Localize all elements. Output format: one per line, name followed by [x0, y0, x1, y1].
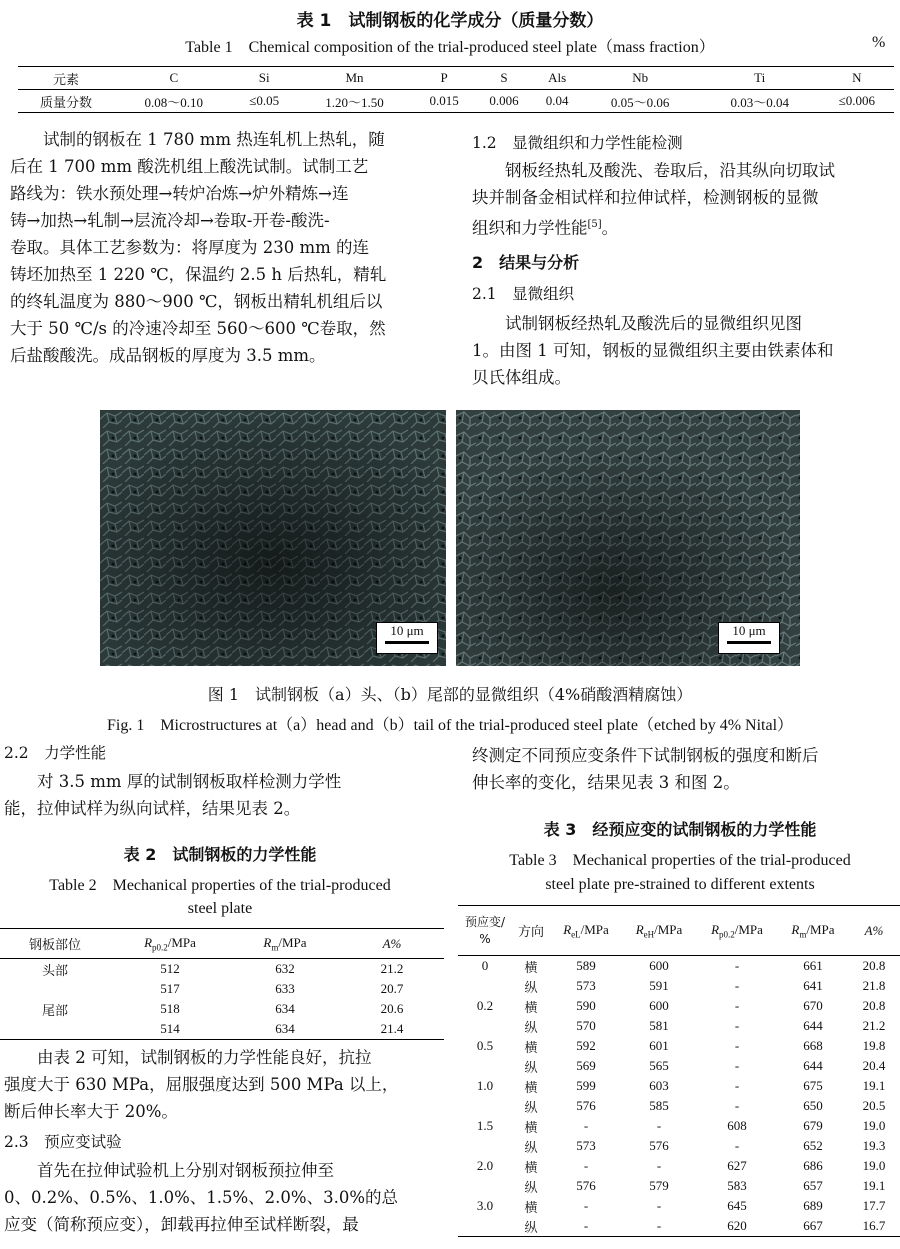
table3-cell: 627	[727, 1158, 747, 1173]
table-row	[458, 1196, 900, 1216]
table3-cell: -	[734, 958, 740, 973]
table3-cell: 601	[649, 1038, 669, 1053]
text-line: 贝氏体组成。	[472, 368, 571, 387]
table2-cell: 632	[275, 961, 295, 976]
table3-cell: 620	[727, 1218, 747, 1233]
table3-cell: 667	[803, 1218, 823, 1233]
table3-cell: -	[734, 1138, 740, 1153]
table-row	[458, 1096, 900, 1116]
table3-cell: -	[656, 1198, 662, 1213]
table3-caption-en: Table 3 Mechanical properties of the trial-produced	[509, 852, 851, 869]
table3-cell: 1.0	[476, 1078, 494, 1093]
table3-cell: -	[734, 1078, 740, 1093]
table3-cell: -	[734, 1058, 740, 1073]
table2-cell: 634	[275, 1021, 295, 1036]
text-line: 1。由图 1 可知，钢板的显微组织主要由铁素体和	[472, 341, 834, 360]
table3-cell: 576	[576, 1098, 596, 1113]
table3-cell: -	[734, 1098, 740, 1113]
table3-caption-cn: 表 3 经预应变的试制钢板的力学性能	[543, 820, 817, 839]
table3-cell	[458, 1096, 512, 1116]
table3-cell: 590	[576, 998, 596, 1013]
text-line: 后在 1 700 mm 酸洗机组上酸洗试制。试制工艺	[10, 157, 369, 176]
table3-cell: 20.8	[862, 998, 886, 1013]
section-heading-2-1: 2.1 显微组织	[472, 285, 575, 303]
text-line: 。	[601, 218, 619, 238]
table3-cell: 纵	[524, 1140, 538, 1156]
table3-cell: 横	[524, 1000, 538, 1016]
figure1-caption-en: Fig. 1 Microstructures at（a）head and（b）tail of the trial-produced steel plate（etched by 4% Nital）	[106, 717, 794, 734]
table1-header: S	[500, 70, 508, 85]
right-paragraph-1-2	[472, 157, 897, 242]
table3-cell: -	[583, 1198, 589, 1213]
table3-cell: 675	[803, 1078, 823, 1093]
table2-cell: 517	[160, 981, 180, 996]
table1	[18, 66, 894, 113]
table-row	[458, 1056, 900, 1076]
table3-header: $R_{eH}$/MPa	[635, 921, 683, 940]
scale-bar	[376, 622, 438, 654]
table3-cell: -	[583, 1218, 589, 1233]
table-row	[458, 1016, 900, 1036]
table3-cell: 657	[803, 1178, 823, 1193]
table1-row	[18, 90, 894, 113]
table3-header: 预应变/ %	[464, 914, 506, 946]
table3-cell: 686	[803, 1158, 823, 1173]
text-line: 块并制备金相试样和拉伸试样，检测钢板的显微	[472, 188, 819, 207]
table3-cell: 0.5	[476, 1038, 494, 1053]
table3-cell: 608	[727, 1118, 747, 1133]
table3-cell: -	[734, 978, 740, 993]
table3-cell: 570	[576, 1018, 596, 1033]
citation-ref: [5]	[587, 219, 602, 230]
table3-cell: 横	[524, 1080, 538, 1096]
text-line: 钢板经热轧及酸洗、卷取后，沿其纵向切取试	[505, 161, 835, 180]
table-row	[458, 1136, 900, 1156]
table3-cell: -	[734, 1038, 740, 1053]
table3-cell: 纵	[524, 980, 538, 996]
scale-bar-label: 10 μm	[732, 623, 766, 638]
table3-cell: 19.0	[862, 1118, 886, 1133]
table1-caption-en: Table 1 Chemical composition of the trial-produced steel plate（mass fraction）	[185, 39, 715, 56]
table3-cell: 21.8	[862, 978, 886, 993]
text-line: 由表 2 可知，试制钢板的力学性能良好，抗拉	[37, 1048, 372, 1067]
table3-cell: 3.0	[476, 1198, 494, 1213]
table3-cell: 21.2	[862, 1018, 886, 1033]
table3-cell: 591	[649, 978, 669, 993]
table-row	[458, 996, 900, 1016]
micrograph-head	[100, 410, 446, 666]
table3-cell: 19.1	[862, 1178, 886, 1193]
left-paragraph-analysis	[4, 1044, 444, 1125]
table3-header-row	[458, 906, 900, 956]
table2-cell: 20.6	[380, 1001, 404, 1016]
table2-header-row	[0, 929, 444, 959]
table3-cell: 横	[524, 1160, 538, 1176]
text-line: 伸长率的变化，结果见表 3 和图 2。	[472, 773, 740, 792]
table3-cell: 583	[727, 1178, 747, 1193]
text-line: 试制的钢板在 1 780 mm 热连轧机上热轧，随	[43, 130, 385, 149]
table3-cell: 600	[649, 958, 669, 973]
table3-cell: 569	[576, 1058, 596, 1073]
table3-cell: 592	[576, 1038, 596, 1053]
table3-cell: 纵	[524, 1220, 538, 1236]
scale-bar-line	[385, 641, 429, 644]
text-line: 对 3.5 mm 厚的试制钢板取样检测力学性	[37, 772, 342, 791]
text-line: 能，拉伸试样为纵向试样，结果见表 2。	[4, 799, 301, 818]
table3-cell: 579	[649, 1178, 669, 1193]
table3-cell: 0.2	[476, 998, 494, 1013]
text-line: 首先在拉伸试验机上分别对钢板预拉伸至	[37, 1161, 334, 1180]
table1-unit: %	[872, 34, 886, 51]
table-row	[458, 1076, 900, 1096]
table3	[458, 905, 900, 1237]
table3-cell: 19.8	[862, 1038, 886, 1053]
table3-cell: 横	[524, 1040, 538, 1056]
table-row	[458, 1156, 900, 1176]
text-line: 组织和力学性能	[472, 218, 588, 238]
table3-body	[458, 956, 900, 1237]
table3-cell: -	[734, 998, 740, 1013]
table3-caption-en-cont: steel plate pre-strained to different extents	[545, 876, 815, 893]
table3-cell: 599	[576, 1078, 596, 1093]
table1-header-row	[18, 67, 894, 90]
table1-header: C	[169, 70, 179, 85]
table3-cell: 573	[576, 1138, 596, 1153]
table2-cell: 20.7	[380, 981, 404, 996]
table3-header: $R_m$/MPa	[791, 921, 835, 940]
table3-cell: 689	[803, 1198, 823, 1213]
section-heading-1-2: 1.2 显微组织和力学性能检测	[472, 134, 683, 152]
text-line: 应变（简称预应变），卸载再拉伸至试样断裂，最	[4, 1215, 359, 1234]
table3-cell: 横	[524, 960, 538, 976]
table3-cell: 576	[576, 1178, 596, 1193]
table-row	[458, 1036, 900, 1056]
table3-cell: 17.7	[862, 1198, 886, 1213]
table3-cell: 641	[803, 978, 823, 993]
table3-cell: 652	[803, 1138, 823, 1153]
table2-header: $R_{p0.2}$/MPa	[144, 934, 196, 953]
table-row	[0, 979, 444, 999]
table1-cell: 质量分数	[39, 95, 92, 111]
text-line: 终测定不同预应变条件下试制钢板的强度和断后	[472, 746, 819, 765]
table3-cell	[458, 1056, 512, 1076]
table3-cell: 纵	[524, 1100, 538, 1116]
table-row	[458, 1176, 900, 1196]
table2-caption-en: Table 2 Mechanical properties of the trial-produced	[49, 877, 391, 894]
table3-cell: 679	[803, 1118, 823, 1133]
table1-cell: ≤0.05	[249, 93, 280, 108]
table3-cell: 0	[481, 958, 489, 973]
table2-cell	[0, 979, 110, 999]
table3-cell: 650	[803, 1098, 823, 1113]
text-line: 强度大于 630 MPa，屈服强度达到 500 MPa 以上，	[4, 1075, 399, 1094]
table1-header: P	[440, 70, 448, 85]
figure1-caption-cn: 图 1 试制钢板（a）头、（b）尾部的显微组织（4%硝酸酒精腐蚀）	[207, 685, 693, 704]
table2-header: A%	[382, 935, 402, 951]
table3-cell: 纵	[524, 1020, 538, 1036]
table2	[0, 928, 444, 1040]
table2-cell: 633	[275, 981, 295, 996]
table3-cell: 20.4	[862, 1058, 886, 1073]
table3-cell: -	[656, 1158, 662, 1173]
table1-cell: 0.006	[489, 93, 519, 108]
text-line: 0、0.2%、0.5%、1.0%、1.5%、2.0%、3.0%的总	[4, 1188, 399, 1207]
table1-header: N	[852, 70, 862, 85]
left-paragraph-2-2	[4, 768, 444, 822]
table2-caption-cn: 表 2 试制钢板的力学性能	[123, 845, 317, 864]
scale-bar	[718, 622, 780, 654]
table3-cell: 19.1	[862, 1078, 886, 1093]
table2-header: 钢板部位	[28, 938, 81, 953]
scale-bar-label: 10 μm	[390, 623, 424, 638]
table3-cell: -	[583, 1158, 589, 1173]
table1-cell: 0.08～0.10	[144, 94, 204, 110]
text-line: 大于 50 ℃/s 的冷速冷却至 560～600 ℃卷取，然	[10, 319, 386, 338]
table2-cell: 尾部	[41, 1003, 68, 1019]
right-paragraph-2-1	[472, 310, 897, 391]
table2-cell: 518	[160, 1001, 180, 1016]
table-row	[458, 1216, 900, 1237]
text-line: 卷取。具体工艺参数为：将厚度为 230 mm 的连	[10, 238, 370, 257]
table-row	[0, 959, 444, 980]
table3-header: $R_{eL}$/MPa	[563, 921, 609, 940]
text-line: 后盐酸酸洗。成品钢板的厚度为 3.5 mm。	[10, 346, 326, 365]
table1-cell: 1.20～1.50	[325, 94, 384, 110]
table3-cell: -	[656, 1218, 662, 1233]
table3-cell: 668	[803, 1038, 823, 1053]
table3-cell: 644	[803, 1018, 823, 1033]
table3-header: A%	[864, 922, 884, 938]
table1-cell: 0.05～0.06	[610, 94, 670, 110]
table3-cell: 670	[803, 998, 823, 1013]
table3-cell: 2.0	[476, 1158, 494, 1173]
table-row	[0, 1019, 444, 1040]
table3-cell: 573	[576, 978, 596, 993]
table2-cell: 21.2	[380, 961, 404, 976]
section-heading-2: 2 结果与分析	[472, 253, 580, 272]
table-row	[458, 956, 900, 977]
table3-cell: 603	[649, 1078, 669, 1093]
table3-cell: 20.5	[862, 1098, 886, 1113]
table3-cell	[458, 976, 512, 996]
text-line: 铸→加热→轧制→层流冷却→卷取-开卷-酸洗-	[10, 211, 330, 230]
table1-header: 元素	[52, 72, 79, 88]
table3-cell: 589	[576, 958, 596, 973]
table3-cell: -	[656, 1118, 662, 1133]
table2-cell: 头部	[41, 963, 68, 979]
table3-cell: 20.8	[862, 958, 886, 973]
table3-cell: 16.7	[862, 1218, 886, 1233]
table3-cell	[458, 1136, 512, 1156]
table3-cell: 581	[649, 1018, 669, 1033]
table2-header: $R_m$/MPa	[263, 934, 307, 953]
scale-bar-line	[727, 641, 771, 644]
table1-header: Si	[258, 70, 270, 85]
table3-cell: 585	[649, 1098, 669, 1113]
table1-header: Nb	[632, 70, 649, 85]
table3-cell: 661	[803, 958, 823, 973]
table1-cell: ≤0.006	[838, 93, 875, 108]
table2-cell: 21.4	[380, 1021, 404, 1036]
table3-header: $R_{p0.2}$/MPa	[711, 921, 763, 940]
table2-cell	[0, 1019, 110, 1040]
table3-cell: 纵	[524, 1180, 538, 1196]
text-line: 路线为：铁水预处理→转炉冶炼→炉外精炼→连	[10, 184, 349, 203]
table3-cell: 644	[803, 1058, 823, 1073]
table1-cell: 0.015	[429, 93, 459, 108]
table3-cell: 纵	[524, 1060, 538, 1076]
table2-cell: 634	[275, 1001, 295, 1016]
table2-cell: 512	[160, 961, 180, 976]
text-line: 铸坯加热至 1 220 ℃，保温约 2.5 h 后热轧，精轧	[10, 265, 387, 284]
table3-cell: 576	[649, 1138, 669, 1153]
table3-cell: 1.5	[476, 1118, 494, 1133]
table1-cell: 0.04	[545, 93, 569, 108]
text-line: 试制钢板经热轧及酸洗后的显微组织见图	[505, 314, 802, 333]
table-row	[0, 999, 444, 1019]
table3-header: 方向	[517, 925, 544, 940]
right-paragraph-continued	[472, 742, 897, 796]
table3-cell: 565	[649, 1058, 669, 1073]
table2-caption-en-cont: steel plate	[187, 900, 253, 917]
text-line: 的终轧温度为 880～900 ℃，钢板出精轧机组后以	[10, 292, 383, 311]
micrograph-tail	[456, 410, 800, 666]
table3-cell	[458, 1216, 512, 1237]
table3-cell: -	[734, 1018, 740, 1033]
table-row	[458, 1116, 900, 1136]
table3-cell: 横	[524, 1120, 538, 1136]
table3-cell: 19.0	[862, 1158, 886, 1173]
left-paragraph-process	[10, 126, 450, 369]
table3-cell: 19.3	[862, 1138, 886, 1153]
text-line: 断后伸长率大于 20%。	[4, 1102, 178, 1121]
table-row	[458, 976, 900, 996]
table2-cell: 514	[160, 1021, 180, 1036]
table1-cell: 0.03～0.04	[730, 94, 789, 110]
table3-cell: 645	[727, 1198, 747, 1213]
section-heading-2-3: 2.3 预应变试验	[4, 1133, 122, 1151]
table3-cell: 600	[649, 998, 669, 1013]
table3-cell: 横	[524, 1200, 538, 1216]
section-heading-2-2: 2.2 力学性能	[4, 744, 107, 762]
left-paragraph-2-3	[4, 1157, 444, 1238]
table3-cell	[458, 1176, 512, 1196]
table3-cell	[458, 1016, 512, 1036]
table1-header: Ti	[754, 70, 766, 85]
table1-header: Mn	[345, 70, 364, 85]
table1-caption-cn: 表 1 试制钢板的化学成分（质量分数）	[296, 11, 604, 31]
table1-header: Als	[548, 70, 567, 85]
table3-cell: -	[583, 1118, 589, 1133]
